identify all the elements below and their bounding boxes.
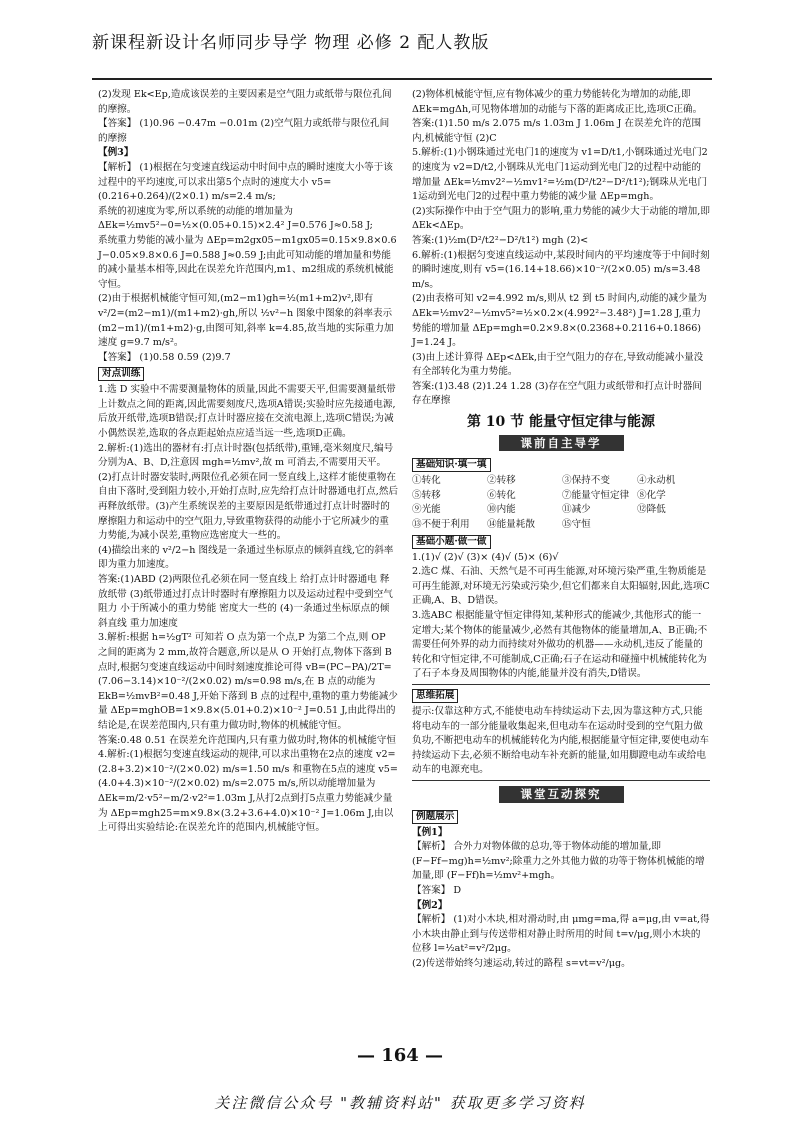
book-header-title: 新课程新设计名师同步导学 物理 必修 2 配人教版 bbox=[92, 33, 490, 53]
fill-item: ⑨光能 bbox=[412, 504, 441, 516]
answer: 【答案】 D bbox=[412, 884, 462, 896]
paragraph: (2)由表格可知 v2=4.992 m/s,则从 t2 到 t5 时间内,动能的减少量为 ΔEk=½mv2²−½mv5²=½×0.2×(4.992²−3.48²) J=1.28 J,重力势能的增加量 ΔEp=mgh=0.2×9.8×(0.2368+0.2116+0.1866) J=1.24 J。 bbox=[412, 293, 707, 349]
right-column bbox=[412, 88, 710, 971]
section-tag: 例题展示 bbox=[412, 810, 458, 824]
paragraph: 提示:仅靠这种方式,不能使电动车持续运动下去,因为靠这种方式,只能将电动车的一部分能量收集起来,但电动车在运动时受到的空气阻力做负功,不断把电动车的机械能转化为内能,根据能量守恒定律,要使电动车持续运动下去,必须不断给电动车补充新的能量,如用脚蹬电动车或给电动车的电源充电。 bbox=[412, 705, 709, 776]
fill-item: ⑪减少 bbox=[562, 504, 591, 516]
fill-item: ④永动机 bbox=[637, 475, 676, 487]
question: 1.选 D 实验中不需要测量物体的质量,因此不需要天平,但需要测量纸带上计数点之间的距离,因此需要刻度尺,选项A错误;实验时应先接通电源,后放开纸带,选项B错误;打点计时器应接在交流电源上,选项C错误;为减小偶然误差,选取的各点距起始点应适当远一些,选项D正确。 bbox=[98, 384, 396, 440]
fill-item: ⑬不便于利用 bbox=[412, 519, 470, 531]
answer: 1.(1)√ (2)√ (3)× (4)√ (5)× (6)√ bbox=[412, 551, 559, 563]
section-bar-title: 课前自主导学 bbox=[499, 435, 624, 452]
paragraph: (2)由于根据机械能守恒可知,(m2−m1)gh=½(m1+m2)v²,即有 v²/2=(m2−m1)/(m1+m2)·gh,所以 ½v²−h 图象中图象的斜率表示 (m2−m1)/(m1+m2)·g,由图可知,斜率 k=4.85,故当地的实际重力加速度 g=9.7 m/s²。 bbox=[98, 293, 394, 349]
fill-item: ⑩内能 bbox=[487, 504, 516, 516]
fill-blank-answers bbox=[412, 474, 710, 532]
fill-item: ②转移 bbox=[487, 475, 516, 487]
paragraph: (4)描绘出来的 v²/2−h 图线是一条通过坐标原点的倾斜直线,它的斜率即为重力加速度。 bbox=[98, 544, 394, 571]
question: 5.解析:(1)小钢珠通过光电门1的速度为 v1=D/t1,小钢珠通过光电门2的速度为 v2=D/t2,小钢珠从光电门1运动到光电门2的过程中动能的增加量 ΔEk=½mv2²−½mv1²=½m(D²/t2²−D²/t1²);钢珠从光电门1运动到光电门2的过程中重力势能的减少量 ΔEp=mgh。 bbox=[412, 147, 708, 203]
paragraph: (2)打点计时器安装时,两限位孔必须在同一竖直线上,这样才能使重物在自由下落时,受到阻力较小,开始打点时,应先给打点计时器通电打点,然后再释放纸带。(3)产生系统误差的主要原因是纸带通过打点计时器时的摩擦阻力和运动中的空气阻力,导致重物获得的动能小于它所减少的重力势能,为减小误差,重物应选密度大一些的。 bbox=[98, 471, 399, 542]
section-tag: 基础知识·填一填 bbox=[412, 458, 491, 472]
left-column bbox=[98, 88, 398, 836]
fill-item: ⑦能量守恒定律 bbox=[562, 489, 630, 501]
fill-item: ⑥转化 bbox=[487, 489, 516, 501]
paragraph: (2)实际操作中由于空气阻力的影响,重力势能的减少大于动能的增加,即 ΔEk<ΔEp。 bbox=[412, 205, 710, 232]
section-tag: 对点训练 bbox=[98, 367, 144, 381]
answer: 【答案】 (1)0.96 −0.47m −0.01m (2)空气阻力或纸带与限位孔间的摩擦 bbox=[98, 118, 390, 144]
thinking-box bbox=[412, 684, 710, 781]
answer: 答案:(1)½m(D²/t2²−D²/t1²) mgh (2)< bbox=[412, 234, 589, 246]
section-tag: 思维拓展 bbox=[412, 689, 458, 703]
fill-item: ⑧化学 bbox=[637, 489, 666, 501]
answer: 答案:(1)1.50 m/s 2.075 m/s 1.03m J 1.06m J 在误差允许的范围内,机械能守恒 (2)C bbox=[412, 118, 702, 144]
question: 3.选ABC 根据能量守恒定律得知,某种形式的能减少,其他形式的能一定增大;某个物体的能量减少,必然有其他物体的能量增加,A、B正确;不需要任何外界的动力而持续对外做功的机器——永动机,违反了能量的转化和守恒定律,不可能制成,C正确;石子在运动和碰撞中机械能转化为了石子本身及周围物体的内能,能量并没有消失,D错误。 bbox=[412, 610, 708, 680]
paragraph: 【解析】 (1)对小木块,相对滑动时,由 μmg=ma,得 a=μg,由 v=at,得小木块由静止到与传送带相对静止时所用的时间 t=v/μg,则小木块的位移 l=½at²=v²/2μg。 bbox=[412, 914, 710, 955]
header-rule bbox=[92, 78, 712, 80]
section-bar bbox=[412, 786, 710, 804]
question: 4.解析:(1)根据匀变速直线运动的规律,可以求出重物在2点的速度 v2=(2.8+3.2)×10⁻²/(2×0.02) m/s=1.50 m/s 和重物在5点的速度 v5=(4.0+4.3)×10⁻²/(2×0.02) m/s=2.075 m/s,所以动能增加量为 ΔEk=m/2·v5²−m/2·v2²=1.03m J,从打2点到打5点重力势能减少量为 ΔEp=mgh25=m×9.8×(3.2+3.6+4.0)×10⁻² J=1.06m J,由以上可得出实验结论:在误差允许的范围内,机械能守恒。 bbox=[98, 749, 398, 834]
example-label: 【例2】 bbox=[412, 899, 448, 911]
paragraph: 【解析】 (1)根据在匀变速直线运动中时间中点的瞬时速度大小等于该过程中的平均速度,可以求出第5个点时的速度大小 v5=(0.216+0.264)/(2×0.1) m/s=2.4 m/s; bbox=[98, 161, 393, 203]
section-bar bbox=[412, 435, 710, 453]
section-tag: 基础小题·做一做 bbox=[412, 535, 491, 549]
paragraph: (2)发现 Ek<Ep,造成该误差的主要因素是空气阻力或纸带与限位孔间的摩擦。 bbox=[98, 89, 392, 115]
fill-item: ⑭能量耗散 bbox=[487, 519, 535, 531]
fill-item: ③保持不变 bbox=[562, 475, 610, 487]
answer: 答案:(1)3.48 (2)1.24 1.28 (3)存在空气阻力或纸带和打点计时器间存在摩擦 bbox=[412, 380, 702, 407]
question: 6.解析:(1)根据匀变速直线运动中,某段时间内的平均速度等于中间时刻的瞬时速度,则有 v5=(16.14+18.66)×10⁻²/(2×0.05) m/s=3.48 m/s。 bbox=[412, 249, 710, 290]
question: 2.选C 煤、石油、天然气是不可再生能源,对环境污染严重,生物质能是可再生能源,对环境无污染或污染少,但它们都来自太阳辐射,因此,选项C正确,A、B、D错误。 bbox=[412, 566, 710, 607]
answer: 答案:(1)ABD (2)两限位孔必须在同一竖直线上 给打点计时器通电 释放纸带 (3)纸带通过打点计时器时有摩擦阻力以及运动过程中受到空气阻力 小于所减小的重力势能 密度大一些的 (4)一条通过坐标原点的倾斜直线 重力加速度 bbox=[98, 574, 393, 629]
paragraph: (2)传送带始终匀速运动,转过的路程 s=vt=v²/μg。 bbox=[412, 957, 631, 969]
footer-watermark: 关注微信公众号 "教辅资料站" 获取更多学习资料 bbox=[214, 1094, 586, 1112]
question: 3.解析:根据 h=½gT² 可知若 O 点为第一个点,P 为第二个点,则 OP 之间的距离为 2 mm,故符合题意,所以是从 O 开始打点,物体下落到 B 点时,根据匀变速直线运动中间时刻速度推论可得 vB=(PC−PA)/2T=(7.06−3.14)×10⁻²/(2×0.02) m/s=0.98 m/s,在 B 点的动能为 EkB=½mvB²=0.48 J,开始下落到 B 点的过程中,重物的重力势能减少量 ΔEp=mghOB=1×9.8×(5.01+0.2)×10⁻² J=0.51 J,由此得出的结论是,在误差范围内,只有重力做功时,物体的机械能守恒。 bbox=[98, 632, 398, 731]
chapter-title: 第 10 节 能量守恒定律与能源 bbox=[466, 414, 656, 431]
paragraph: 系统重力势能的减小量为 ΔEp=m2gx05−m1gx05=0.15×9.8×0.6 J−0.05×9.8×0.6 J=0.588 J≈0.59 J;由此可知动能的增加量和势能的减小量基本相等,因此在误差允许范围内,m1、m2组成的系统机械能守恒。 bbox=[98, 234, 397, 290]
fill-item: ①转化 bbox=[412, 475, 441, 487]
answer: 答案:0.48 0.51 在误差允许范围内,只有重力做功时,物体的机械能守恒 bbox=[98, 734, 396, 746]
page-number: — 164 — bbox=[356, 1045, 444, 1066]
example-label: 【例1】 bbox=[412, 826, 448, 838]
paragraph: (3)由上述计算得 ΔEp<ΔEk,由于空气阻力的存在,导致动能减小量没有全部转化为重力势能。 bbox=[412, 351, 704, 378]
fill-item: ⑫降低 bbox=[637, 504, 666, 516]
fill-item: ⑤转移 bbox=[412, 489, 441, 501]
section-bar-title: 课堂互动探究 bbox=[499, 786, 624, 803]
answer: 【答案】 (1)0.58 0.59 (2)9.7 bbox=[98, 351, 231, 363]
paragraph: (2)物体机械能守恒,应有物体减少的重力势能转化为增加的动能,即 ΔEk=mgΔh,可见物体增加的动能与下落的距离成正比,选项C正确。 bbox=[412, 89, 703, 115]
paragraph: 【解析】 合外力对物体做的总功,等于物体动能的增加量,即 (F−Ff−mg)h=½mv²;除重力之外其他力做的功等于物体机械能的增加量,即 (F−Ff)h=½mv²+mgh。 bbox=[412, 841, 705, 882]
question: 2.解析:(1)选出的器材有:打点计时器(包括纸带),重锤,毫米刻度尺,编号分别为A、B、D,注意因 mgh=½mv²,故 m 可消去,不需要用天平。 bbox=[98, 442, 394, 469]
example-label: 【例3】 bbox=[98, 147, 134, 159]
fill-item: ⑮守恒 bbox=[562, 519, 591, 531]
paragraph: 系统的初速度为零,所以系统的动能的增加量为 ΔEk=½mv5²−0=½×(0.05+0.15)×2.4² J=0.576 J≈0.58 J; bbox=[98, 205, 373, 232]
